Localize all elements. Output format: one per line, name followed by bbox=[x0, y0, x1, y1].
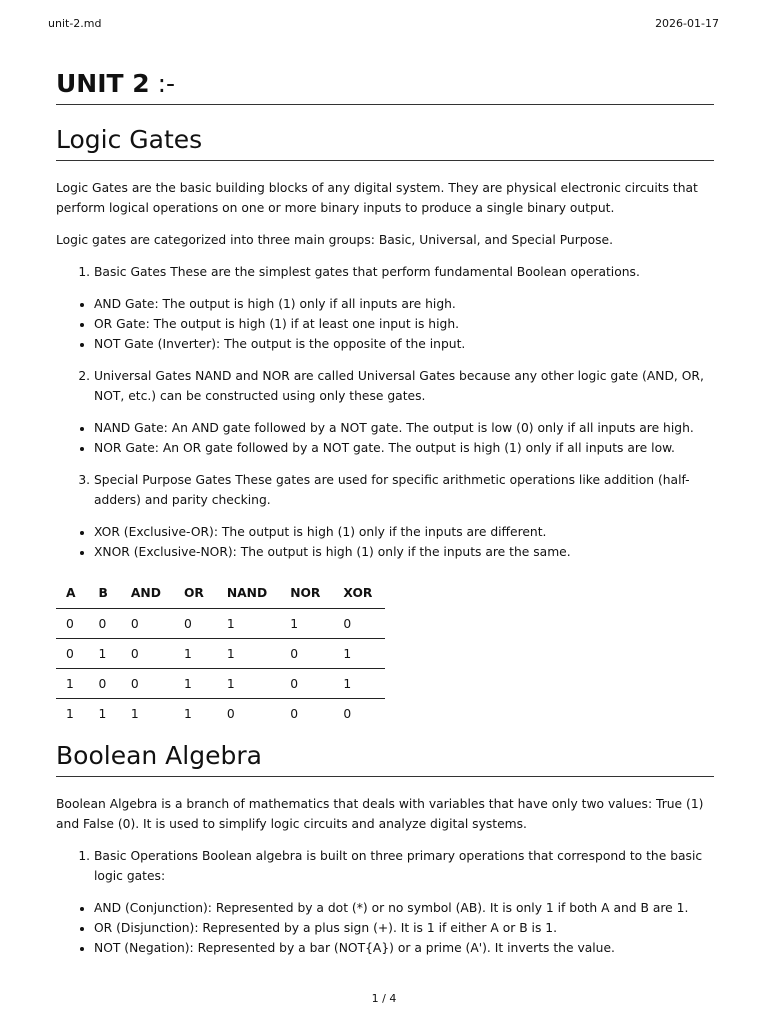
table-cell: 1 bbox=[174, 669, 217, 699]
list-item-basic-gates: 1. Basic Gates These are the simplest gates that perform fundamental Boolean operations. bbox=[94, 262, 714, 282]
table-cell: 1 bbox=[217, 669, 280, 699]
table-cell: 1 bbox=[89, 639, 121, 669]
table-cell: 0 bbox=[89, 669, 121, 699]
bullet-list-universal-gates bbox=[56, 418, 714, 458]
table-cell: 1 bbox=[174, 639, 217, 669]
logic-gates-intro: Logic Gates are the basic building blocks of any digital system. They are physical electronic circuits that perform logical operations on one or more binary inputs to produce a single binary output. bbox=[56, 181, 698, 215]
numbered-list-basic-operations bbox=[56, 846, 714, 886]
numbered-list-2 bbox=[56, 366, 714, 406]
table-row bbox=[56, 639, 385, 669]
list-item: • XOR (Exclusive-OR): The output is high (1) only if the inputs are different. bbox=[94, 522, 714, 542]
table-row bbox=[56, 609, 385, 639]
table-cell: 0 bbox=[290, 706, 299, 721]
unit-title bbox=[56, 68, 714, 105]
table-cell: 1 bbox=[333, 639, 385, 669]
bullet-list-basic-gates bbox=[56, 294, 714, 354]
table-cell: 0 bbox=[333, 609, 385, 639]
table-cell: 0 bbox=[89, 609, 121, 639]
unit-title-rest: :- bbox=[149, 69, 176, 98]
column-header-xor: XOR bbox=[333, 578, 385, 609]
table-cell: 1 bbox=[333, 669, 385, 699]
table-cell: 1 bbox=[217, 609, 280, 639]
table-cell: 0 bbox=[174, 609, 217, 639]
numbered-list-1 bbox=[56, 262, 714, 282]
table-cell: 0 bbox=[56, 639, 89, 669]
list-item: • AND Gate: The output is high (1) only if all inputs are high. bbox=[94, 294, 714, 314]
list-item: • OR Gate: The output is high (1) if at least one input is high. bbox=[94, 314, 714, 334]
table-cell: 0 bbox=[56, 609, 89, 639]
table-cell: 1 bbox=[217, 639, 280, 669]
table-cell: 1 bbox=[66, 706, 74, 721]
table-cell: 1 bbox=[130, 706, 139, 721]
table-cell: 0 bbox=[280, 669, 333, 699]
header-date: 2026-01-17 bbox=[655, 17, 719, 30]
table-header-row bbox=[56, 578, 385, 609]
table-cell: 0 bbox=[121, 639, 174, 669]
list-item-basic-operations: 1. Basic Operations Boolean algebra is built on three primary operations that correspond to the basic logic gates: bbox=[94, 846, 714, 886]
list-item: • XNOR (Exclusive-NOR): The output is high (1) only if the inputs are the same. bbox=[94, 542, 714, 562]
column-header-a: A bbox=[56, 578, 89, 609]
unit-title-bold: UNIT 2 bbox=[56, 69, 150, 98]
table-cell: 0 bbox=[280, 639, 333, 669]
boolean-algebra-heading: Boolean Algebra bbox=[56, 740, 714, 777]
table-cell: 0 bbox=[226, 706, 235, 721]
list-item: • NOT Gate (Inverter): The output is the opposite of the input. bbox=[94, 334, 714, 354]
bullet-list-operations bbox=[56, 898, 714, 958]
list-item: • OR (Disjunction): Represented by a plus sign (+). It is 1 if either A or B is 1. bbox=[94, 918, 714, 938]
page-number: 1 / 4 bbox=[371, 992, 397, 1005]
list-item-special-gates: 3. Special Purpose Gates These gates are used for specific arithmetic operations like addition (half-adders) and parity checking. bbox=[94, 470, 714, 510]
boolean-algebra-intro: Boolean Algebra is a branch of mathematics that deals with variables that have only two values: True (1) and False (0). It is used to simplify logic circuits and analyze digital systems. bbox=[56, 797, 704, 831]
list-item: • NOR Gate: An OR gate followed by a NOT gate. The output is high (1) only if all inputs are low. bbox=[94, 438, 714, 458]
numbered-list-3 bbox=[56, 470, 714, 510]
table-row bbox=[56, 699, 385, 729]
table-cell: 0 bbox=[121, 609, 174, 639]
header-filename: unit-2.md bbox=[48, 17, 102, 30]
table-cell: 1 bbox=[183, 706, 192, 721]
truth-table bbox=[56, 578, 385, 728]
column-header-and: AND bbox=[121, 578, 174, 609]
list-item-universal-gates: 2. Universal Gates NAND and NOR are called Universal Gates because any other logic gate (AND, OR, NOT, etc.) can be constructed using only these gates. bbox=[94, 366, 714, 406]
bullet-list-special-gates bbox=[56, 522, 714, 562]
list-item: • NAND Gate: An AND gate followed by a NOT gate. The output is low (0) only if all inputs are high. bbox=[94, 418, 714, 438]
list-item: • AND (Conjunction): Represented by a dot (*) or no symbol (AB). It is only 1 if both A and B are 1. bbox=[94, 898, 714, 918]
document-body bbox=[56, 68, 714, 958]
table-cell: 0 bbox=[121, 669, 174, 699]
column-header-b: B bbox=[89, 578, 121, 609]
table-cell: 0 bbox=[343, 706, 352, 721]
logic-gates-heading: Logic Gates bbox=[56, 124, 714, 161]
table-cell: 1 bbox=[56, 669, 89, 699]
column-header-or: OR bbox=[174, 578, 217, 609]
list-item: • NOT (Negation): Represented by a bar (NOT{A}) or a prime (A'). It inverts the value. bbox=[94, 938, 714, 958]
table-row bbox=[56, 669, 385, 699]
logic-gates-categories: Logic gates are categorized into three main groups: Basic, Universal, and Special Purpose. bbox=[56, 233, 613, 247]
table-cell: 1 bbox=[280, 609, 333, 639]
column-header-nand: NAND bbox=[217, 578, 280, 609]
table-cell: 1 bbox=[98, 706, 107, 721]
column-header-nor: NOR bbox=[280, 578, 333, 609]
